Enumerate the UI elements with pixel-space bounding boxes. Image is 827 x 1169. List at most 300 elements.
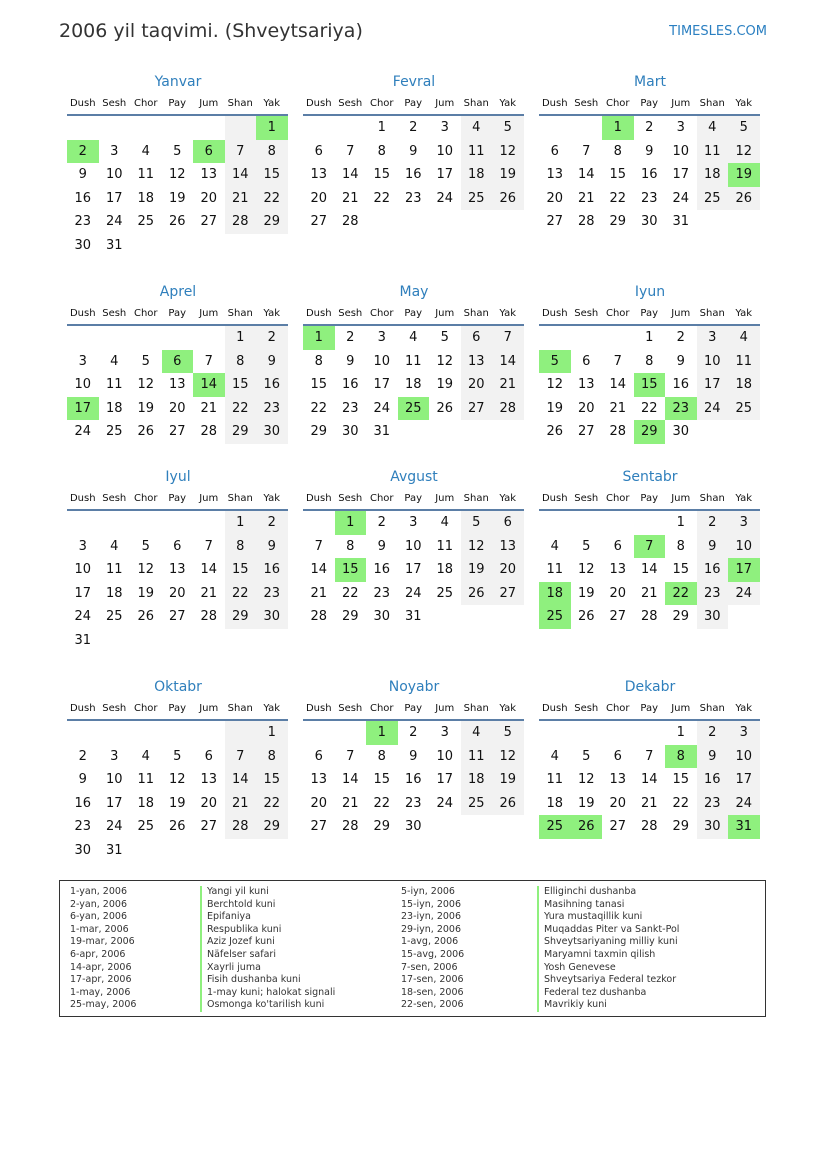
empty-cell: [225, 234, 257, 258]
calendar-day: 8: [676, 538, 685, 554]
calendar-day: 21: [640, 585, 658, 601]
calendar-day: 27: [609, 819, 627, 834]
calendar-day: 9: [78, 167, 87, 182]
calendar-day: 9: [346, 353, 355, 369]
calendar-day: 21: [341, 190, 359, 206]
calendar-day: 24: [105, 819, 123, 834]
calendar-day: 29: [609, 214, 627, 229]
calendar-day: 10: [373, 353, 391, 369]
weekday-label: Sesh: [338, 308, 363, 319]
calendar-day: 7: [204, 353, 213, 369]
holiday-date: 7-sen, 2006: [401, 961, 458, 973]
weekday-label: Jum: [435, 493, 455, 504]
weekend-day: 25: [697, 187, 729, 211]
calendar-day: 2: [645, 120, 654, 135]
calendar-day: 13: [200, 772, 218, 787]
weekend-day: 24: [728, 582, 760, 606]
calendar-day: 2: [78, 748, 87, 764]
weekend-day: 14: [225, 163, 257, 187]
calendar-day: 16: [373, 562, 391, 577]
weekday-label: Pay: [168, 308, 187, 319]
calendar-day: 4: [409, 330, 418, 345]
weekend-day: 18: [461, 163, 493, 187]
calendar-day: 13: [546, 167, 564, 182]
page-title: 2006 yil taqvimi. (Shveytsariya): [59, 20, 363, 42]
calendar-day: 4: [110, 538, 119, 554]
holiday-name: Maryamni taxmin qilish: [544, 948, 656, 960]
month-fevral: [303, 73, 525, 234]
weekend-day: 25: [461, 187, 493, 211]
weekday-label: Dush: [69, 703, 96, 714]
weekend-day: 6: [461, 326, 493, 350]
calendar-day: 12: [137, 562, 155, 577]
calendar-day: 26: [168, 214, 186, 229]
empty-cell: [429, 420, 461, 444]
weekday-label: Shan: [699, 493, 725, 504]
calendar-day: 17: [436, 167, 454, 182]
holiday-name: Federal tez dushanba: [544, 986, 647, 998]
weekend-day: 30: [256, 420, 288, 444]
weekday-header: [67, 95, 289, 113]
calendar-day: 1: [377, 120, 386, 135]
empty-cell: [99, 721, 131, 745]
weekday-label: Chor: [369, 703, 394, 714]
weekday-label: Jum: [199, 703, 219, 714]
weekend-day: 24: [728, 792, 760, 816]
day-grid: [539, 326, 761, 444]
calendar-day: 29: [373, 819, 391, 834]
month-noyabr: [303, 678, 525, 839]
empty-cell: [130, 511, 162, 535]
weekend-day: 7: [225, 140, 257, 164]
weekend-day: 8: [225, 535, 257, 559]
empty-cell: [492, 605, 524, 629]
weekend-day: 11: [728, 350, 760, 374]
calendar-day: 8: [377, 143, 386, 159]
holiday-day: 25: [539, 815, 571, 839]
month-yanvar: [67, 73, 289, 257]
holiday-date: 17-sen, 2006: [401, 974, 464, 986]
empty-cell: [634, 721, 666, 745]
empty-cell: [225, 116, 257, 140]
calendar-day: 12: [436, 353, 454, 369]
calendar-day: 28: [341, 214, 359, 229]
calendar-day: 28: [640, 819, 658, 834]
calendar-day: 10: [672, 143, 690, 159]
holiday-legend: [59, 880, 766, 1017]
calendar-day: 13: [310, 167, 328, 182]
day-grid: [303, 511, 525, 629]
weekday-label: Sesh: [338, 98, 363, 109]
weekday-label: Chor: [369, 308, 394, 319]
weekday-label: Pay: [404, 703, 423, 714]
weekend-day: 2: [256, 326, 288, 350]
weekend-day: 13: [492, 535, 524, 559]
calendar-day: 20: [609, 795, 627, 811]
month-mart: [539, 73, 761, 234]
weekend-day: 1: [225, 511, 257, 535]
day-grid: [303, 116, 525, 234]
holiday-date: 22-sen, 2006: [401, 999, 464, 1011]
weekend-day: 7: [492, 326, 524, 350]
month-name: Noyabr: [388, 679, 440, 695]
calendar-day: 31: [373, 424, 391, 439]
calendar-day: 10: [74, 562, 92, 577]
empty-cell: [130, 721, 162, 745]
calendar-day: 15: [672, 562, 690, 577]
weekday-label: Jum: [199, 493, 219, 504]
holiday-day: 14: [193, 373, 225, 397]
day-grid: [539, 721, 761, 839]
month-aprel: [67, 283, 289, 444]
calendar-day: 27: [310, 819, 328, 834]
weekend-day: 4: [461, 116, 493, 140]
calendar-day: 24: [436, 795, 454, 811]
empty-cell: [256, 839, 288, 863]
weekday-label: Pay: [168, 493, 187, 504]
weekday-label: Jum: [671, 98, 691, 109]
empty-cell: [225, 629, 257, 653]
holiday-day: 2: [67, 140, 99, 164]
calendar-day: 27: [168, 424, 186, 439]
weekend-day: 9: [256, 535, 288, 559]
calendar-day: 24: [436, 190, 454, 206]
calendar-day: 13: [310, 772, 328, 787]
calendar-day: 26: [137, 609, 155, 624]
weekend-day: 26: [461, 582, 493, 606]
empty-cell: [67, 721, 99, 745]
calendar-day: 28: [577, 214, 595, 229]
weekday-label: Dush: [541, 703, 568, 714]
weekend-day: 23: [697, 582, 729, 606]
month-may: [303, 283, 525, 444]
calendar-day: 9: [409, 143, 418, 159]
holiday-day: 18: [539, 582, 571, 606]
calendar-day: 27: [168, 609, 186, 624]
calendar-day: 10: [436, 748, 454, 764]
calendar-day: 21: [577, 190, 595, 206]
weekday-label: Sesh: [102, 98, 127, 109]
weekend-day: 21: [225, 187, 257, 211]
weekend-day: 21: [492, 373, 524, 397]
holiday-day: 1: [303, 326, 335, 350]
weekday-label: Shan: [227, 98, 253, 109]
holiday-name: Berchtold kuni: [207, 898, 276, 910]
month-sentabr: [539, 468, 761, 629]
calendar-day: 26: [436, 400, 454, 416]
calendar-day: 26: [168, 819, 186, 834]
weekend-day: 28: [492, 397, 524, 421]
calendar-day: 10: [105, 167, 123, 182]
calendar-day: 21: [310, 585, 328, 601]
weekend-day: 2: [256, 511, 288, 535]
empty-cell: [99, 629, 131, 653]
calendar-day: 27: [546, 214, 564, 229]
weekday-label: Chor: [133, 98, 158, 109]
holiday-date: 29-iyn, 2006: [401, 923, 462, 935]
calendar-day: 20: [546, 190, 564, 206]
calendar-day: 3: [78, 353, 87, 369]
weekday-label: Shan: [463, 98, 489, 109]
day-grid: [303, 326, 525, 444]
weekday-label: Dush: [69, 308, 96, 319]
calendar-day: 19: [577, 795, 595, 811]
calendar-day: 17: [436, 772, 454, 787]
weekday-label: Yak: [263, 308, 281, 319]
calendar-day: 5: [141, 353, 150, 369]
weekday-label: Chor: [605, 98, 630, 109]
weekday-label: Pay: [640, 98, 659, 109]
calendar-day: 29: [341, 609, 359, 624]
weekend-day: 4: [728, 326, 760, 350]
day-grid: [67, 511, 289, 652]
weekend-day: 14: [492, 350, 524, 374]
weekend-day: 16: [256, 373, 288, 397]
month-name: Oktabr: [154, 679, 202, 695]
calendar-day: 18: [546, 795, 564, 811]
weekday-label: Pay: [640, 703, 659, 714]
empty-cell: [697, 210, 729, 234]
empty-cell: [539, 721, 571, 745]
calendar-day: 13: [168, 377, 186, 392]
calendar-day: 12: [577, 772, 595, 787]
calendar-day: 6: [204, 748, 213, 764]
calendar-day: 26: [546, 424, 564, 439]
weekday-header: [539, 305, 761, 323]
weekday-label: Pay: [404, 98, 423, 109]
empty-cell: [225, 839, 257, 863]
weekday-label: Dush: [305, 98, 332, 109]
weekend-day: 12: [492, 745, 524, 769]
weekend-day: 21: [225, 792, 257, 816]
weekend-day: 16: [697, 558, 729, 582]
empty-cell: [225, 721, 257, 745]
holiday-day: 17: [67, 397, 99, 421]
calendar-day: 21: [200, 400, 218, 416]
empty-cell: [162, 839, 194, 863]
calendar-day: 4: [550, 748, 559, 764]
weekend-day: 29: [225, 420, 257, 444]
calendar-day: 16: [341, 377, 359, 392]
month-oktabr: [67, 678, 289, 862]
weekend-day: 5: [492, 116, 524, 140]
day-grid: [303, 721, 525, 839]
weekday-header: [539, 95, 761, 113]
holiday-dates-left: [70, 886, 136, 1012]
holiday-day: 8: [665, 745, 697, 769]
calendar-day: 31: [74, 632, 92, 648]
weekday-label: Chor: [133, 703, 158, 714]
calendar-day: 31: [672, 214, 690, 229]
calendar-day: 12: [577, 562, 595, 577]
weekend-day: 1: [256, 721, 288, 745]
month-name: Fevral: [392, 74, 436, 90]
calendar-day: 27: [609, 609, 627, 624]
calendar-day: 24: [74, 424, 92, 439]
empty-cell: [398, 420, 430, 444]
calendar-day: 2: [409, 725, 418, 740]
calendar-day: 9: [645, 143, 654, 159]
weekend-day: 8: [256, 745, 288, 769]
calendar-day: 10: [74, 377, 92, 392]
calendar-day: 14: [200, 562, 218, 577]
weekday-label: Sesh: [338, 493, 363, 504]
month-iyul: [67, 468, 289, 652]
calendar-day: 12: [168, 772, 186, 787]
calendar-day: 7: [346, 748, 355, 764]
weekday-label: Yak: [263, 98, 281, 109]
calendar-day: 8: [377, 748, 386, 764]
brand-link[interactable]: TIMESLES.COM: [669, 24, 767, 39]
calendar-day: 5: [173, 748, 182, 764]
calendar-day: 1: [676, 515, 685, 530]
calendar-day: 26: [137, 424, 155, 439]
weekday-label: Dush: [305, 703, 332, 714]
weekday-label: Shan: [699, 308, 725, 319]
calendar-day: 3: [440, 725, 449, 740]
holiday-name: Respublika kuni: [207, 923, 282, 935]
day-grid: [67, 721, 289, 862]
empty-cell: [99, 326, 131, 350]
holiday-day: 25: [398, 397, 430, 421]
calendar-day: 22: [672, 795, 690, 811]
weekday-label: Chor: [369, 98, 394, 109]
weekend-day: 13: [461, 350, 493, 374]
weekday-header: [67, 700, 289, 718]
calendar-day: 17: [74, 585, 92, 601]
month-name: Iyul: [165, 469, 191, 485]
calendar-day: 13: [200, 167, 218, 182]
weekday-label: Jum: [199, 308, 219, 319]
empty-cell: [193, 721, 225, 745]
weekday-label: Sesh: [102, 493, 127, 504]
calendar-day: 28: [609, 424, 627, 439]
empty-cell: [429, 605, 461, 629]
calendar-day: 10: [105, 772, 123, 787]
weekend-day: 19: [492, 768, 524, 792]
calendar-day: 2: [409, 120, 418, 135]
calendar-day: 7: [645, 748, 654, 764]
calendar-day: 22: [341, 585, 359, 601]
calendar-day: 18: [137, 190, 155, 206]
calendar-day: 20: [168, 585, 186, 601]
empty-cell: [429, 210, 461, 234]
weekday-label: Sesh: [338, 703, 363, 714]
holiday-name: Fisih dushanba kuni: [207, 974, 301, 986]
weekend-day: 23: [256, 582, 288, 606]
holiday-date: 1-avg, 2006: [401, 936, 459, 948]
weekend-day: 22: [256, 792, 288, 816]
calendar-day: 16: [404, 772, 422, 787]
calendar-day: 21: [609, 400, 627, 416]
weekday-label: Dush: [541, 493, 568, 504]
calendar-day: 11: [137, 167, 155, 182]
empty-cell: [461, 210, 493, 234]
weekday-label: Yak: [499, 308, 517, 319]
calendar-day: 20: [609, 585, 627, 601]
calendar-day: 28: [310, 609, 328, 624]
weekday-label: Pay: [168, 703, 187, 714]
weekday-label: Sesh: [574, 98, 599, 109]
calendar-day: 25: [105, 424, 123, 439]
month-name: Yanvar: [154, 74, 202, 90]
calendar-day: 18: [436, 562, 454, 577]
holiday-date: 15-iyn, 2006: [401, 898, 462, 910]
weekday-label: Jum: [671, 308, 691, 319]
calendar-day: 7: [314, 538, 323, 554]
weekend-day: 26: [728, 187, 760, 211]
weekday-label: Pay: [640, 308, 659, 319]
weekday-header: [67, 490, 289, 508]
calendar-day: 17: [373, 377, 391, 392]
calendar-day: 23: [341, 400, 359, 416]
empty-cell: [303, 116, 335, 140]
weekend-day: 28: [225, 210, 257, 234]
month-name: Dekabr: [624, 679, 676, 695]
calendar-day: 13: [577, 377, 595, 392]
weekend-day: 10: [697, 350, 729, 374]
holiday-day: 1: [602, 116, 634, 140]
calendar-day: 9: [676, 353, 685, 369]
holiday-day: 23: [665, 397, 697, 421]
weekday-label: Shan: [227, 308, 253, 319]
calendar-day: 18: [105, 585, 123, 601]
weekend-day: 24: [697, 397, 729, 421]
weekend-day: 9: [256, 350, 288, 374]
calendar-day: 30: [341, 424, 359, 439]
weekend-day: 10: [728, 535, 760, 559]
empty-cell: [193, 839, 225, 863]
empty-cell: [303, 721, 335, 745]
weekend-day: 3: [728, 511, 760, 535]
calendar-day: 24: [105, 214, 123, 229]
calendar-day: 16: [404, 167, 422, 182]
calendar-day: 30: [672, 424, 690, 439]
weekend-day: 30: [697, 605, 729, 629]
holiday-day: 7: [634, 535, 666, 559]
empty-cell: [492, 210, 524, 234]
calendar-day: 2: [346, 330, 355, 345]
calendar-day: 19: [546, 400, 564, 416]
holiday-name: Muqaddas Piter va Sankt-Pol: [544, 923, 680, 935]
month-name: Mart: [634, 74, 666, 90]
weekday-label: Dush: [69, 493, 96, 504]
calendar-day: 8: [645, 353, 654, 369]
holiday-date: 17-apr, 2006: [70, 974, 132, 986]
calendar-day: 11: [546, 562, 564, 577]
calendar-day: 23: [640, 190, 658, 206]
empty-cell: [256, 629, 288, 653]
calendar-day: 27: [200, 819, 218, 834]
calendar-day: 8: [346, 538, 355, 554]
calendar-day: 24: [74, 609, 92, 624]
holiday-day: 29: [634, 420, 666, 444]
calendar-day: 21: [640, 795, 658, 811]
weekday-header: [539, 490, 761, 508]
calendar-day: 31: [404, 609, 422, 624]
calendar-day: 6: [173, 538, 182, 554]
weekend-day: 18: [697, 163, 729, 187]
holiday-date: 6-apr, 2006: [70, 948, 126, 960]
weekend-day: 16: [697, 768, 729, 792]
day-grid: [67, 116, 289, 257]
calendar-day: 22: [373, 190, 391, 206]
empty-cell: [461, 815, 493, 839]
weekend-day: 9: [697, 745, 729, 769]
calendar-day: 19: [168, 190, 186, 206]
weekday-label: Sesh: [574, 703, 599, 714]
empty-cell: [461, 605, 493, 629]
